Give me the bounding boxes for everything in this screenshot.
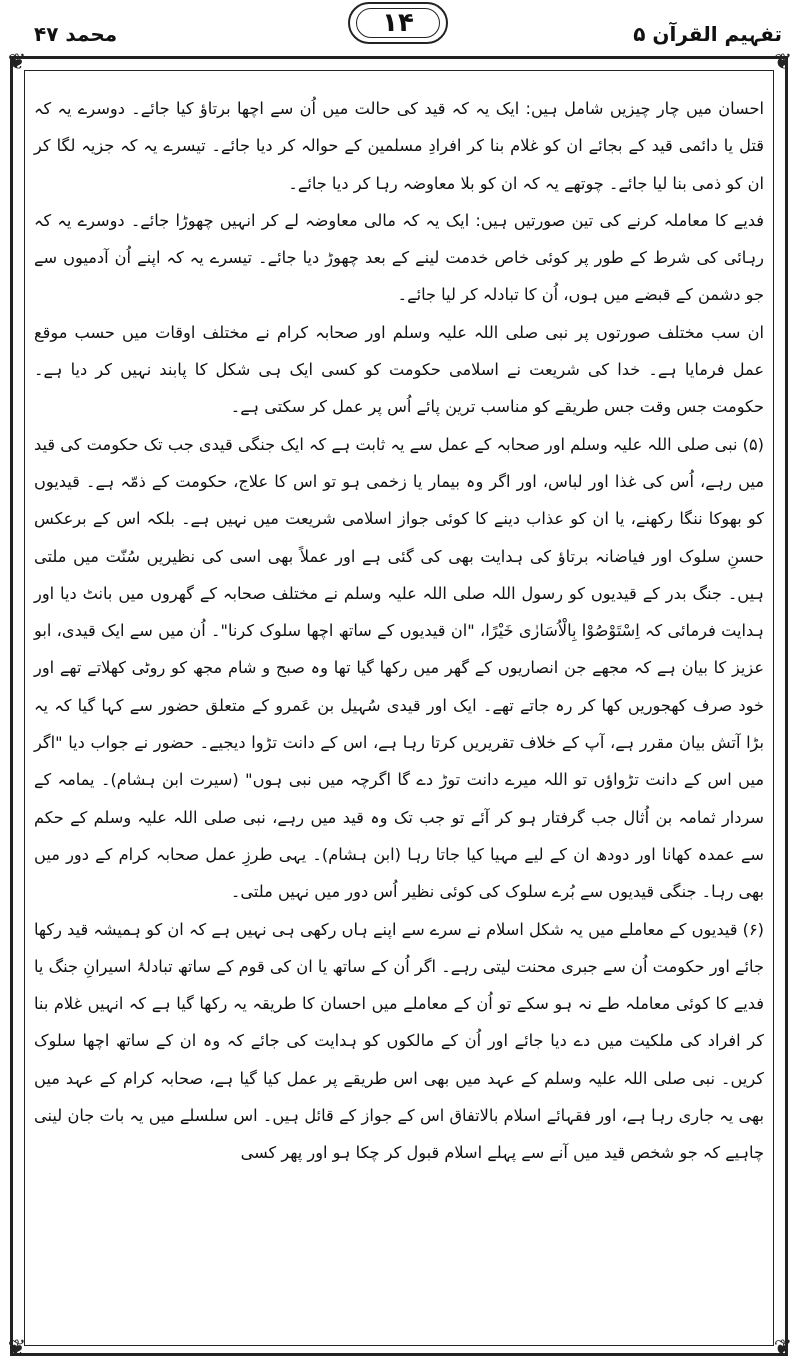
- page-number: ۱۴: [382, 8, 414, 38]
- paragraph-practice: ان سب مختلف صورتوں پر نبی صلی اللہ علیہ وسلم اور صحابہ کرام نے مختلف اوقات میں حسب موقع عمل فرمایا ہے۔ خدا کی شریعت نے اسلامی حکومت کو کسی ایک ہی شکل کا پابند نہیں کر دیا ہے۔ حکومت جس وقت جس طریقے کو مناسب ترین پائے اُس پر عمل کر سکتی ہے۔: [34, 322, 764, 417]
- corner-ornament-icon: ❦: [773, 50, 793, 75]
- paragraph-note-6: (۶) قیدیوں کے معاملے میں یہ شکل اسلام نے سرے سے اپنے ہاں رکھی ہی نہیں ہے کہ ان کو ہمیشہ قید رکھا جائے اور حکومت اُن سے جبری محنت لیتی رہے۔ اگر اُن کے ساتھ یا ان کی قوم کے ساتھ تبادلۂ اسیرانِ جنگ یا فدیے کا کوئی معاملہ طے نہ ہو سکے تو اُن کے معاملے میں احسان کا طریقہ یہ رکھا گیا ہے کہ انہیں غلام بنا کر افراد کی ملکیت میں دے دیا جائے اور اُن کے مالکوں کو ہدایت کی جائے کہ وہ ان کے ساتھ اچھا سلوک کریں۔ نبی صلی اللہ علیہ وسلم کے عہد میں بھی اس طریقے پر عمل کیا گیا ہے، صحابہ کرام کے عہد میں بھی یہ جاری رہا ہے، اور فقہائے اسلام بالاتفاق اس کے جواز کے قائل ہیں۔ اس سلسلے میں یہ بات جان لینی چاہیے کہ جو شخص قید میں آنے سے پہلے اسلام قبول کر چکا ہو اور پھر کسی: [34, 919, 764, 1163]
- corner-ornament-icon: ❦: [7, 1336, 27, 1361]
- paragraph-ihsan: احسان میں چار چیزیں شامل ہیں: ایک یہ کہ قید کی حالت میں اُن سے اچھا برتاؤ کیا جائے۔ دوسرے یہ کہ قتل یا دائمی قید کے بجائے ان کو غلام بنا کر افرادِ مسلمین کے حوالہ کر دیا جائے۔ تیسرے یہ کہ جزیہ لگا کر ان کو ذمی بنا لیا جائے۔ چوتھے یہ کہ ان کو بلا معاوضہ رہا کر دیا جائے۔: [34, 99, 764, 193]
- paragraph-note-5: (۵) نبی صلی اللہ علیہ وسلم اور صحابہ کے عمل سے یہ ثابت ہے کہ ایک جنگی قیدی جب تک حکومت کی قید میں رہے، اُس کی غذا اور لباس، اور اگر وہ بیمار یا زخمی ہو تو اس کا علاج، حکومت کے ذمّہ ہے۔ قیدیوں کو بھوکا ننگا رکھنے، یا ان کو عذاب دینے کا کوئی جواز اسلامی شریعت میں نہیں ہے۔ بلکہ اس کے برعکس حسنِ سلوک اور فیاضانہ برتاؤ کی ہدایت بھی کی گئی ہے اور عملاً بھی اسی کی نظیریں سُنّت میں ملتی ہیں۔ جنگ بدر کے قیدیوں کو رسول اللہ صلی اللہ علیہ وسلم نے مختلف صحابہ کے گھروں میں بانٹ دیا اور ہدایت فرمائی کہ اِسْتَوْصُوْا بِالْاُسَارٰی خَیْرًا، "ان قیدیوں کے ساتھ اچھا سلوک کرنا"۔ اُن میں سے ایک قیدی، ابو عزیز کا بیان ہے کہ مجھے جن انصاریوں کے گھر میں رکھا گیا تھا وہ صبح و شام مجھ کو روٹی کھلاتے تھے اور خود صرف کھجوریں کھا کر رہ جاتے تھے۔ ایک اور قیدی سُہیل بن عَمرو کے متعلق حضور سے کہا گیا کہ یہ بڑا آتش بیان مقرر ہے، آپ کے خلاف تقریریں کرتا رہا ہے، اس کے دانت تڑوا دیجیے۔ حضور نے جواب دیا "اگر میں اس کے دانت تڑواؤں تو اللہ میرے دانت توڑ دے گا اگرچہ میں نبی ہوں" (سیرت ابن ہشام)۔ یمامہ کے سردار ثمامہ بن اُثال جب گرفتار ہو کر آئے تو جب تک وہ قید میں رہے، نبی صلی اللہ علیہ وسلم کے حکم سے عمدہ کھانا اور دودھ ان کے لیے مہیا کیا جاتا رہا (ابن ہشام)۔ یہی طرزِ عمل صحابہ کرام کے دور میں بھی رہا۔ جنگی قیدیوں سے بُرے سلوک کی کوئی نظیر اُس دور میں نہیں ملتی۔: [34, 434, 764, 902]
- paragraph-fidya: فدیے کا معاملہ کرنے کی تین صورتیں ہیں: ایک یہ کہ مالی معاوضہ لے کر انہیں چھوڑا جائے۔ دوسرے یہ کہ رہائی کی شرط کے طور پر کوئی خاص خدمت لینے کے بعد چھوڑ دیا جائے۔ تیسرے یہ کہ اپنے اُن آدمیوں سے جو دشمن کے قبضے میں ہوں، اُن کا تبادلہ کر لیا جائے۔: [34, 210, 764, 305]
- corner-ornament-icon: ❦: [773, 1336, 793, 1361]
- corner-ornament-icon: ❦: [7, 50, 27, 75]
- page-number-badge: [348, 2, 448, 44]
- header-book-title: تفہیم القرآن ۵: [633, 22, 782, 46]
- header-surah-verse: محمد ۴۷: [34, 22, 118, 46]
- page-body-text: [34, 90, 764, 1172]
